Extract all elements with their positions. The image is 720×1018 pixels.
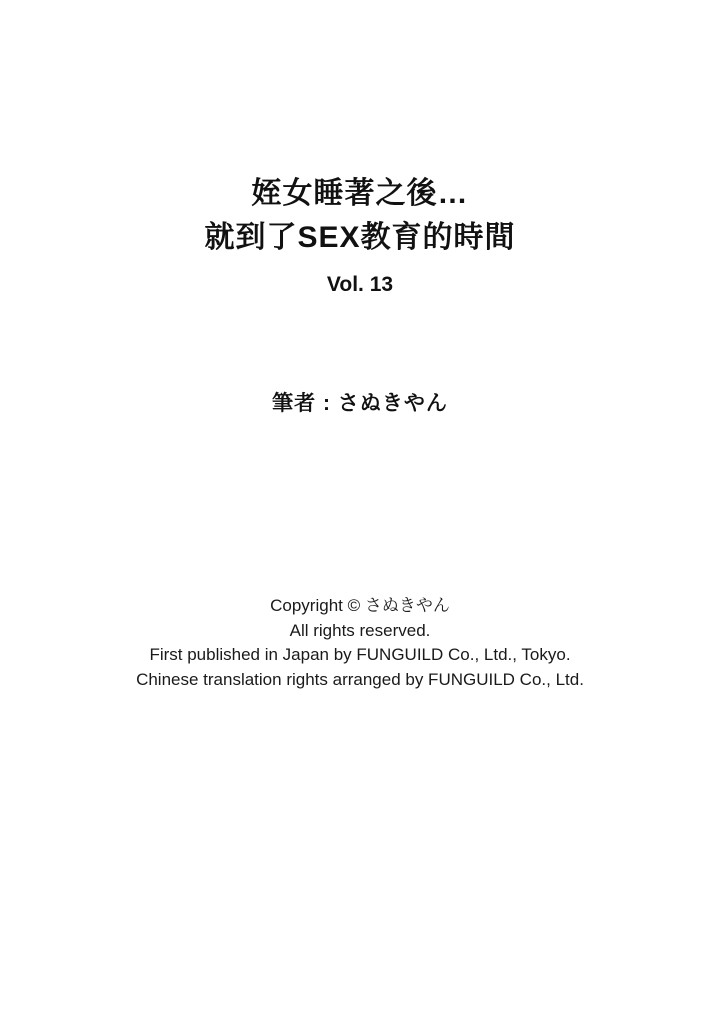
title-line-1: 姪女睡著之後…: [251, 177, 469, 210]
copyright-line-1: Copyright © さぬきやん: [270, 596, 450, 615]
title-block: [0, 172, 720, 298]
author-credit: 筆者 : さぬきやん: [272, 392, 448, 415]
copyright-line-4: Chinese translation rights arranged by FUNGUILD Co., Ltd.: [136, 669, 584, 689]
volume-label: Vol. 13: [326, 273, 394, 296]
copyright-block: [0, 594, 720, 692]
copyright-line-2: All rights reserved.: [289, 620, 431, 640]
copyright-line-3: First published in Japan by FUNGUILD Co., Ltd., Tokyo.: [149, 645, 571, 664]
title-line-2: 就到了SEX教育的時間: [204, 221, 516, 254]
